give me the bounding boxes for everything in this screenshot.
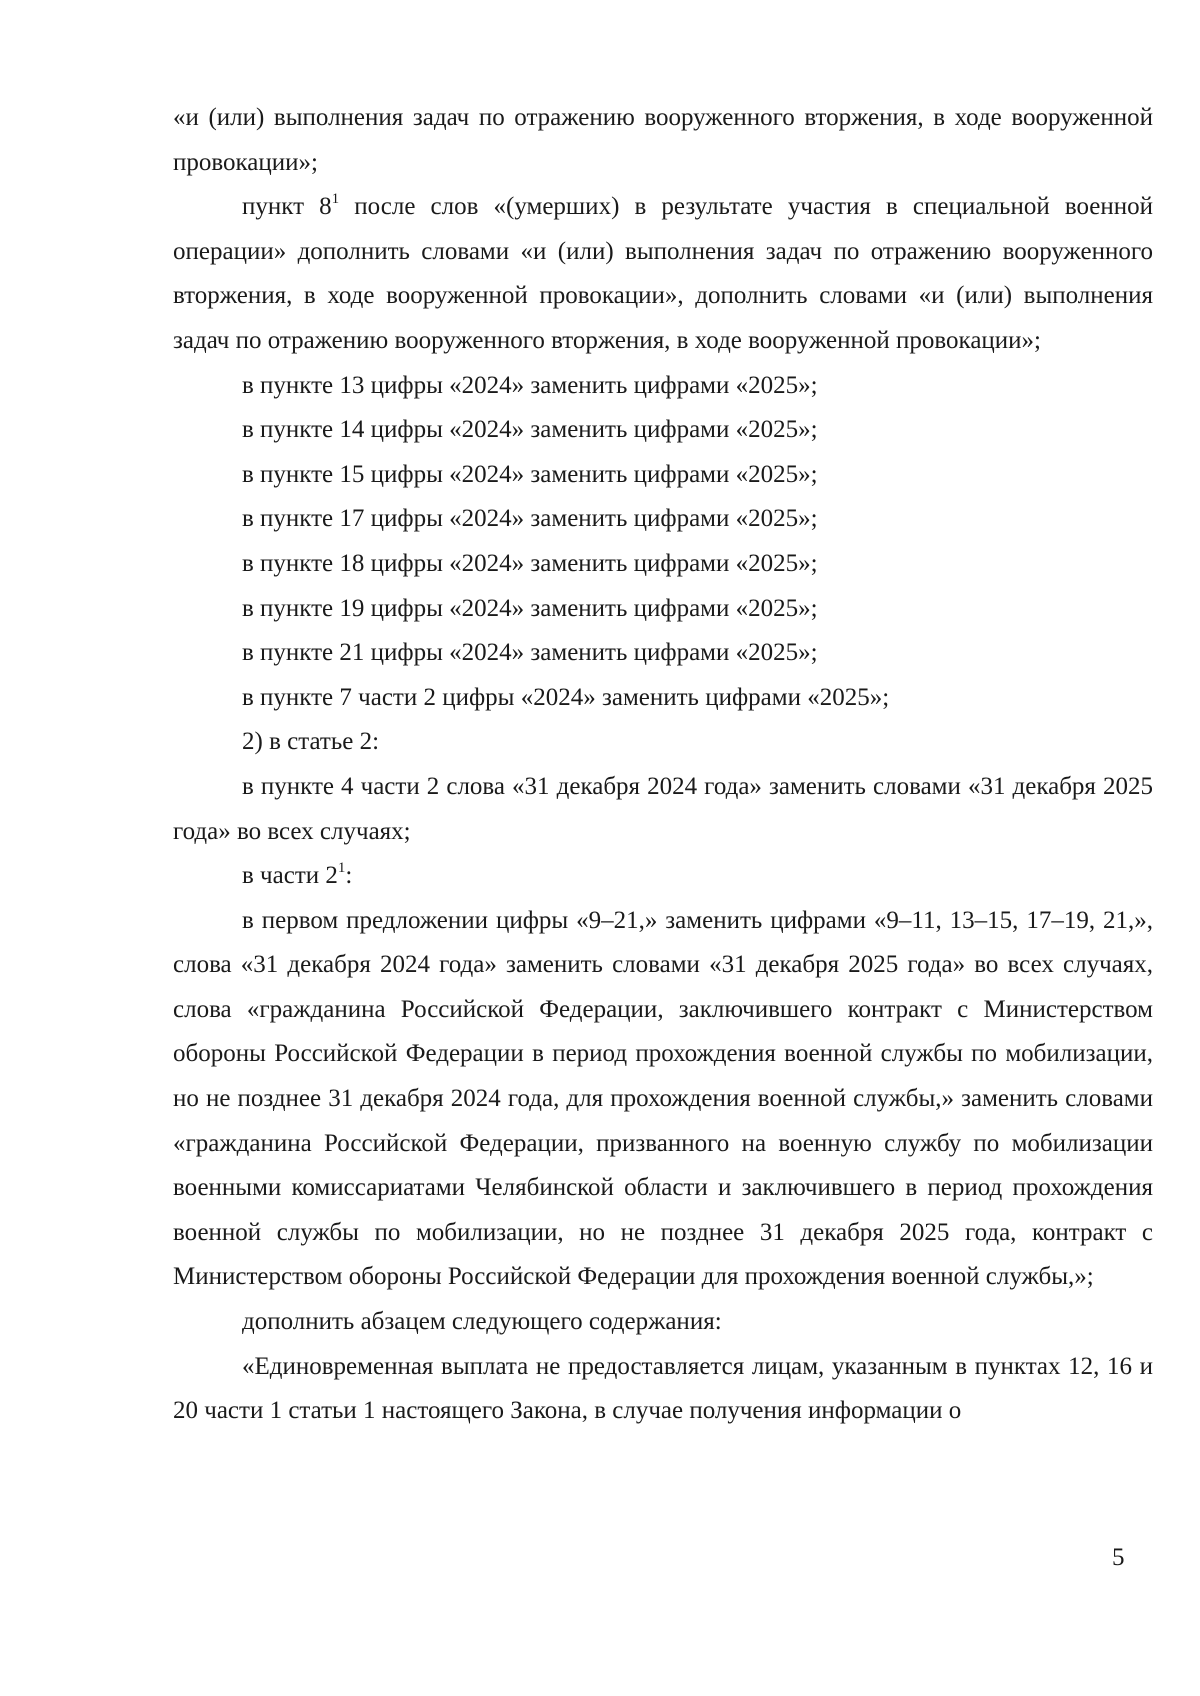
paragraph-16: «Единовременная выплата не предоставляется лицам, указанным в пунктах 12, 16 и 20 части 1 статьи 1 настоящего Закона, в случае получения информации о bbox=[173, 1352, 1153, 1425]
paragraph-7: в пункте 18 цифры «2024» заменить цифрами «2025»; bbox=[242, 549, 818, 577]
paragraph-4: в пункте 14 цифры «2024» заменить цифрами «2025»; bbox=[242, 416, 818, 444]
paragraph-8: в пункте 19 цифры «2024» заменить цифрами «2025»; bbox=[242, 594, 818, 622]
paragraph-11: 2) в статье 2: bbox=[242, 728, 380, 756]
paragraph-13-rest: : bbox=[345, 862, 353, 890]
paragraph-5: в пункте 15 цифры «2024» заменить цифрами «2025»; bbox=[242, 460, 818, 488]
superscript-1: 1 bbox=[331, 190, 340, 207]
document-body bbox=[173, 96, 1153, 1434]
page-number: 5 bbox=[1112, 1544, 1125, 1571]
paragraph-14: в первом предложении цифры «9–21,» заменить цифрами «9–11, 13–15, 17–19, 21,», слова «31 декабря 2024 года» заменить словами «31 декабря 2025 года» во всех случаях, слова «гражданина Российской Федерации, заключившего контракт с Министерством обороны Российской Федерации в период прохождения военной службы по мобилизации, но не позднее 31 декабря 2024 года, для прохождения военной службы,» заменить словами «гражданина Российской Федерации, призванного на военную службу по мобилизации военными комиссариатами Челябинской области и заключившего в период прохождения военной службы по мобилизации, но не позднее 31 декабря 2025 года, контракт с Министерством обороны Российской Федерации для прохождения военной службы,»; bbox=[173, 906, 1153, 1291]
paragraph-1: «и (или) выполнения задач по отражению вооруженного вторжения, в ходе вооруженной провокации»; bbox=[173, 104, 1153, 176]
paragraph-9: в пункте 21 цифры «2024» заменить цифрами «2025»; bbox=[242, 639, 818, 667]
paragraph-2-start: пункт 8 bbox=[242, 193, 332, 221]
paragraph-13-start: в части 2 bbox=[242, 862, 338, 890]
paragraph-2 bbox=[173, 185, 1153, 363]
paragraph-15: дополнить абзацем следующего содержания: bbox=[242, 1308, 722, 1336]
paragraph-2-rest: после слов «(умерших) в результате участия в специальной военной операции» дополнить словами «и (или) выполнения задач по отражению вооруженного вторжения, в ходе вооруженной провокации», дополнить словами «и (или) выполнения задач по отражению вооруженного вторжения, в ходе вооруженной провокации»; bbox=[173, 193, 1153, 354]
paragraph-3: в пункте 13 цифры «2024» заменить цифрами «2025»; bbox=[242, 371, 818, 399]
paragraph-6: в пункте 17 цифры «2024» заменить цифрами «2025»; bbox=[242, 505, 818, 533]
paragraph-10: в пункте 7 части 2 цифры «2024» заменить цифрами «2025»; bbox=[242, 683, 890, 711]
superscript-2: 1 bbox=[337, 859, 346, 876]
paragraph-12: в пункте 4 части 2 слова «31 декабря 2024 года» заменить словами «31 декабря 2025 года» во всех случаях; bbox=[173, 772, 1153, 845]
paragraph-13 bbox=[173, 854, 1153, 899]
